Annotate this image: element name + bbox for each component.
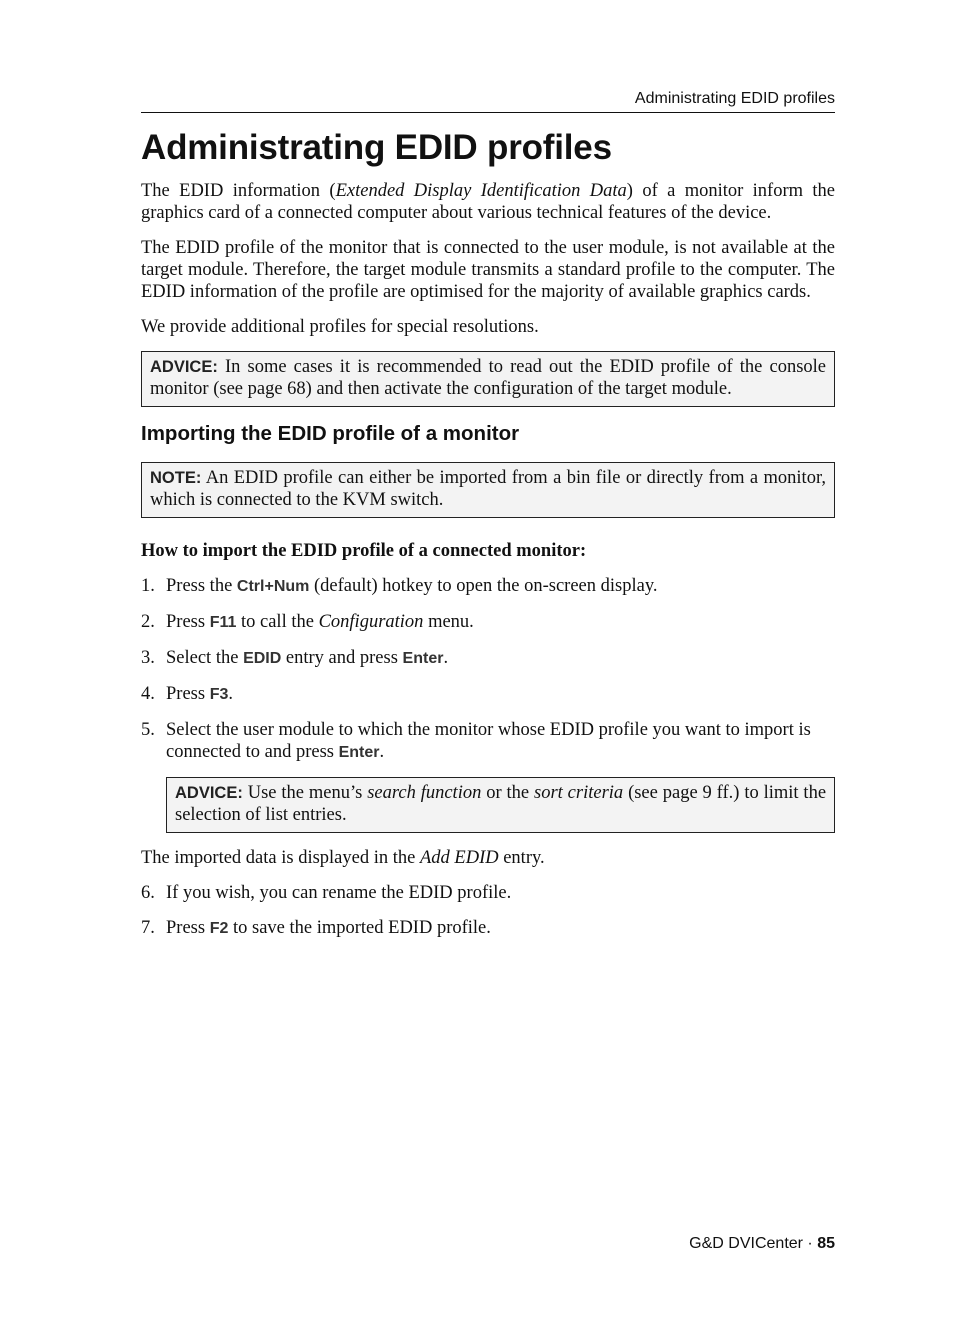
step-3: 3. Select the EDID entry and press Enter. bbox=[141, 648, 449, 668]
step-1: 1. Press the Ctrl+Num (default) hotkey to open the on-screen display. bbox=[141, 576, 658, 596]
howto-heading: How to import the EDID profile of a connected monitor: bbox=[141, 541, 587, 561]
advice-box-2: ADVICE: Use the menu’s search function or the sort criteria (see page 9 ff.) to limit the selection of list entries. bbox=[166, 777, 835, 833]
step-5: 5. Select the user module to which the monitor whose EDID profile you want to import is connected to and press Enter. bbox=[141, 720, 811, 762]
step-6: 6. If you wish, you can rename the EDID profile. bbox=[141, 883, 512, 903]
step-7: 7. Press F2 to save the imported EDID profile. bbox=[141, 918, 491, 938]
menu-name: Configuration bbox=[318, 612, 424, 632]
page-title: Administrating EDID profiles bbox=[141, 128, 612, 167]
term-edid: Extended Display Identification Data bbox=[335, 181, 627, 201]
note-text: An EDID profile can either be imported from a bin file or directly from a monitor, which is connected to the KVM switch. bbox=[150, 468, 826, 510]
imported-note: The imported data is displayed in the Add EDID entry. bbox=[141, 848, 545, 868]
running-header: Administrating EDID profiles bbox=[141, 89, 835, 113]
page-content bbox=[141, 126, 835, 953]
advice-label: ADVICE: bbox=[175, 784, 243, 802]
intro-paragraph-3: We provide additional profiles for special resolutions. bbox=[141, 317, 539, 337]
step-4: 4. Press F3. bbox=[141, 684, 233, 704]
note-label: NOTE: bbox=[150, 469, 202, 487]
entry-edid: EDID bbox=[243, 650, 282, 667]
intro-paragraph-1: The EDID information (Extended Display Identification Data) of a monitor inform the graphics card of a connected computer about various technical features of the device. bbox=[141, 181, 835, 223]
note-box bbox=[141, 462, 835, 518]
key-f11: F11 bbox=[209, 614, 237, 631]
advice-box bbox=[141, 351, 835, 407]
key-f2: F2 bbox=[209, 920, 229, 937]
footer-product: G&D DVICenter · bbox=[689, 1235, 818, 1252]
advice-text: In some cases it is recommended to read out the EDID profile of the console monitor (see page 68) and then activate the configuration of the target module. bbox=[150, 357, 826, 399]
intro-paragraph-2: The EDID profile of the monitor that is connected to the user module, is not available at the target module. Therefore, the target module transmits a standard profile to the computer. The EDID information of the profile are optimised for the majority of available graphics cards. bbox=[141, 238, 835, 302]
key-enter: Enter bbox=[338, 744, 380, 761]
key-f3: F3 bbox=[209, 686, 229, 703]
section-heading: Importing the EDID profile of a monitor bbox=[141, 422, 520, 445]
advice-label: ADVICE: bbox=[150, 358, 218, 376]
entry-add-edid: Add EDID bbox=[419, 848, 499, 868]
page-footer bbox=[541, 1234, 835, 1254]
key-enter: Enter bbox=[402, 650, 444, 667]
step-2: 2. Press F11 to call the Configuration menu. bbox=[141, 612, 474, 632]
page-number: 85 bbox=[817, 1235, 835, 1252]
hotkey: Ctrl+Num bbox=[236, 578, 310, 595]
